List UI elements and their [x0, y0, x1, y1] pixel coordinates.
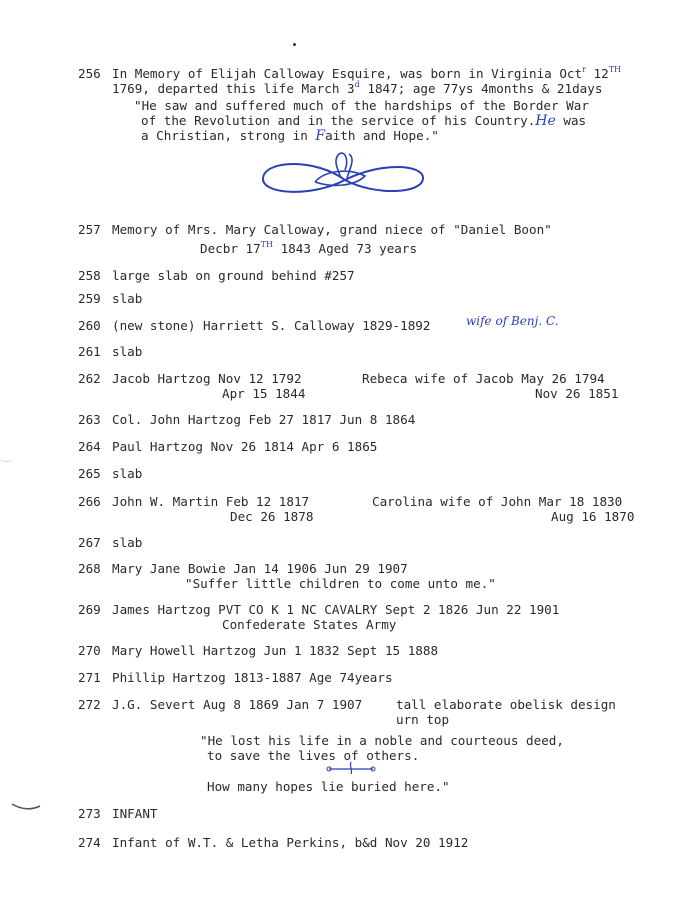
entry-text: (new stone) Harriett S. Calloway 1829-1892 — [112, 318, 431, 333]
entry-number: 268 — [78, 561, 101, 576]
entry-number: 264 — [78, 439, 101, 454]
handwritten-superscript: r — [582, 65, 586, 74]
entry-number: 271 — [78, 670, 101, 685]
entry-258 — [78, 268, 355, 283]
entry-number: 263 — [78, 412, 101, 427]
entry-text: slab — [112, 535, 143, 550]
entry-272-note2: urn top — [396, 712, 450, 727]
entry-text: of the Revolution and in the service of his Country. — [141, 113, 536, 128]
entry-text: Paul Hartzog Nov 26 1814 Apr 6 1865 — [112, 439, 378, 454]
entry-text: In Memory of Elijah Calloway Esquire, was born in Virginia Oct — [112, 66, 583, 81]
entry-text: Mary Howell Hartzog Jun 1 1832 Sept 15 1888 — [112, 643, 439, 658]
entry-274 — [78, 835, 468, 850]
entry-number: 274 — [78, 835, 101, 850]
entry-262-right2: Nov 26 1851 — [535, 386, 619, 401]
entry-text: aith and Hope." — [325, 128, 439, 143]
entry-text: Mary Jane Bowie Jan 14 1906 Jun 29 1907 — [112, 561, 408, 576]
entry-text: a Christian, strong in — [141, 128, 308, 143]
entry-272-quote2: to save the lives of others. — [207, 748, 420, 763]
handwritten-correction: He — [535, 113, 556, 129]
entry-text: 12 — [593, 66, 609, 81]
entry-number: 256 — [78, 66, 101, 81]
entry-text: John W. Martin Feb 12 1817 — [112, 494, 310, 509]
entry-266-right2: Aug 16 1870 — [551, 509, 635, 524]
entry-text: slab — [112, 466, 143, 481]
entry-number: 259 — [78, 291, 101, 306]
entry-272-quote1: "He lost his life in a noble and courteous deed, — [200, 733, 564, 748]
entry-number: 266 — [78, 494, 101, 509]
entry-264 — [78, 439, 377, 454]
entry-number: 270 — [78, 643, 101, 658]
entry-256-quote1: "He saw and suffered much of the hardships of the Border War — [134, 98, 589, 113]
entry-268-line1 — [78, 561, 408, 576]
entry-number: 260 — [78, 318, 101, 333]
entry-266-right1: Carolina wife of John Mar 18 1830 — [372, 494, 623, 509]
entry-256-quote3 — [141, 128, 439, 144]
entry-text: Jacob Hartzog Nov 12 1792 — [112, 371, 302, 386]
entry-number: 257 — [78, 222, 101, 237]
entry-266-left2: Dec 26 1878 — [230, 509, 314, 524]
handwritten-superscript: d — [354, 80, 360, 89]
entry-266-left1 — [78, 494, 309, 509]
margin-stroke-mark — [10, 800, 42, 812]
entry-text: Memory of Mrs. Mary Calloway, grand niece of "Daniel Boon" — [112, 222, 552, 237]
entry-265 — [78, 466, 142, 481]
entry-number: 261 — [78, 344, 101, 359]
entry-number: 269 — [78, 602, 101, 617]
entry-260 — [78, 318, 430, 333]
entry-263 — [78, 412, 415, 427]
entry-269-line1 — [78, 602, 559, 617]
entry-text: Phillip Hartzog 1813-1887 Age 74years — [112, 670, 393, 685]
entry-text: Col. John Hartzog Feb 27 1817 Jun 8 1864 — [112, 412, 416, 427]
entry-273 — [78, 806, 158, 821]
entry-257-line2 — [200, 237, 417, 256]
entry-text: 1843 Aged 73 years — [280, 241, 418, 256]
handwritten-correction: F — [315, 128, 326, 144]
entry-272-quote3: How many hopes lie buried here." — [207, 779, 450, 794]
entry-256-line2 — [112, 77, 602, 96]
entry-text: James Hartzog PVT CO K 1 NC CAVALRY Sept 2 1826 Jun 22 1901 — [112, 602, 560, 617]
entry-text: 1769, departed this life March 3 — [112, 81, 355, 96]
entry-268-line2: "Suffer little children to come unto me." — [185, 576, 496, 591]
entry-number: 258 — [78, 268, 101, 283]
entry-text: J.G. Severt Aug 8 1869 Jan 7 1907 — [112, 697, 363, 712]
entry-number: 272 — [78, 697, 101, 712]
entry-text: was — [563, 113, 587, 128]
handwritten-superscript: TH — [608, 65, 621, 74]
entry-number: 267 — [78, 535, 101, 550]
entry-272-line1 — [78, 697, 362, 712]
small-flourish-icon — [325, 760, 377, 776]
entry-text: slab — [112, 344, 143, 359]
flourish-ornament-icon — [255, 150, 430, 205]
entry-text: Infant of W.T. & Letha Perkins, b&d Nov 20 1912 — [112, 835, 469, 850]
entry-text: slab — [112, 291, 143, 306]
entry-257-line1 — [78, 222, 552, 237]
entry-262-left1 — [78, 371, 302, 386]
entry-256-quote2 — [141, 113, 586, 129]
entry-271 — [78, 670, 393, 685]
entry-267 — [78, 535, 142, 550]
entry-270 — [78, 643, 438, 658]
entry-272-note: tall elaborate obelisk design — [396, 697, 616, 712]
entry-259 — [78, 291, 142, 306]
entry-text: INFANT — [112, 806, 158, 821]
entry-number: 265 — [78, 466, 101, 481]
entry-262-right1: Rebeca wife of Jacob May 26 1794 — [362, 371, 605, 386]
speck-mark — [293, 43, 296, 46]
entry-269-line2: Confederate States Army — [222, 617, 397, 632]
entry-261 — [78, 344, 142, 359]
handwritten-annotation: wife of Benj. C. — [466, 314, 559, 328]
entry-number: 262 — [78, 371, 101, 386]
entry-text: Decbr 17 — [200, 241, 261, 256]
entry-number: 273 — [78, 806, 101, 821]
entry-262-left2: Apr 15 1844 — [222, 386, 306, 401]
entry-text: large slab on ground behind #257 — [112, 268, 355, 283]
margin-mark — [0, 455, 14, 462]
handwritten-superscript: TH — [260, 240, 273, 249]
entry-text: 1847; age 77ys 4months & 21days — [367, 81, 603, 96]
